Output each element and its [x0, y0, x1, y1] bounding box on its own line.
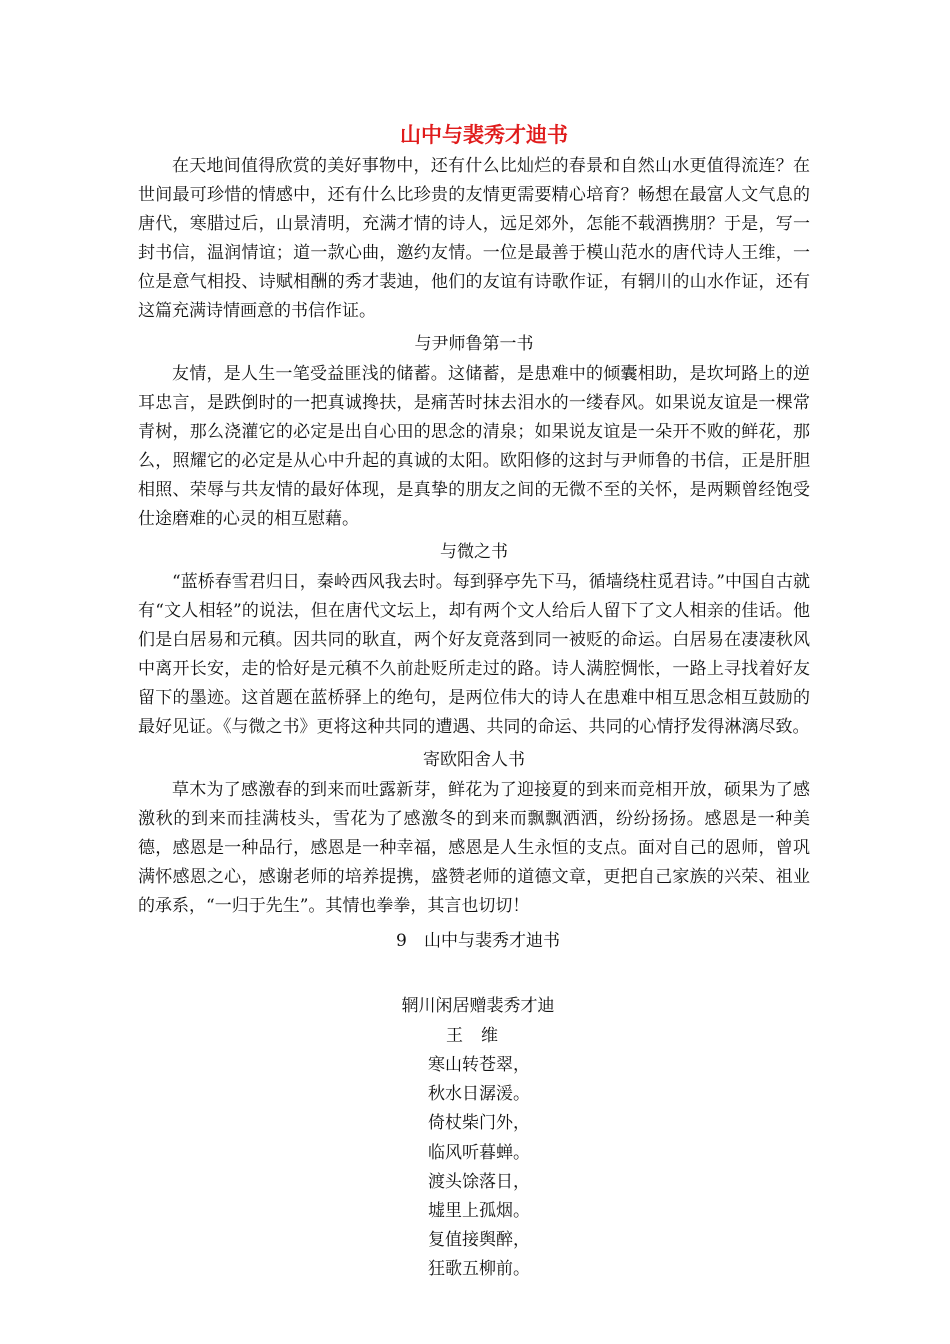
page-title: 山中与裴秀才迪书: [400, 122, 568, 147]
lesson-title: 山中与裴秀才迪书: [424, 931, 560, 951]
section-paragraph: 草木为了感激春的到来而吐露新芽，鲜花为了迎接夏的到来而竞相开放，硕果为了感激秋的到来而挂满枝头，雪花为了感激冬的到来而飘飘洒洒，纷纷扬扬。感恩是一种美德，感恩是一种品行，感恩是一种幸福，感恩是人生永恒的支点。面对自己的恩师，曾巩满怀感恩之心，感谢老师的培养提携，盛赞老师的道德文章，更把自己家族的兴荣、祖业的承系，“一归于先生”。其情也拳拳，其言也切切！: [138, 780, 810, 916]
poem: [138, 991, 810, 1285]
poem-line: 秋水日潺湲。: [428, 1084, 530, 1105]
section-heading: 与尹师鲁第一书: [414, 334, 534, 354]
section-paragraph: 友情，是人生一笔受益匪浅的储蓄。这储蓄，是患难中的倾囊相助，是坎坷路上的逆耳忠言，是跌倒时的一把真诚搀扶，是痛苦时抹去泪水的一缕春风。如果说友谊是一棵常青树，那么浇灌它的必定是出自心田的思念的清泉；如果说友谊是一朵开不败的鲜花，那么，照耀它的必定是从心中升起的真诚的太阳。欧阳修的这封与尹师鲁的书信，正是肝胆相照、荣辱与共友情的最好体现，是真挚的朋友之间的无微不至的关怀，是两颗曾经饱受仕途磨难的心灵的相互慰藉。: [138, 364, 810, 529]
lesson-heading: [396, 925, 810, 957]
poem-line: 渡头馀落日，: [428, 1171, 530, 1192]
poem-line: 倚杖柴门外，: [428, 1113, 530, 1134]
section-heading: 寄欧阳舍人书: [423, 750, 525, 770]
poem-line: 寒山转苍翠，: [428, 1055, 530, 1075]
poem-line: 复值接舆醉，: [428, 1230, 530, 1251]
poem-line: 临风听暮蝉。: [428, 1142, 530, 1163]
section-paragraph: “蓝桥春雪君归日，秦岭西风我去时。每到驿亭先下马，循墙绕柱觅君诗。”中国自古就有“文人相轻”的说法，但在唐代文坛上，却有两个文人给后人留下了文人相亲的佳话。他们是白居易和元稹。因共同的耿直，两个好友竟落到同一被贬的命运。白居易在凄凄秋风中离开长安，走的恰好是元稹不久前赴贬所走过的路。诗人满腔惆怅，一路上寻找着好友留下的墨迹。这首题在蓝桥驿上的绝句，是两位伟大的诗人在患难中相互思念相互鼓励的最好见证。《与微之书》更将这种共同的遭遇、共同的命运、共同的心情抒发得淋漓尽致。: [138, 572, 810, 737]
document-body: [138, 118, 810, 1285]
intro-paragraph: 在天地间值得欣赏的美好事物中，还有什么比灿烂的春景和自然山水更值得流连？在世间最可珍惜的情感中，还有什么比珍贵的友情更需要精心培育？畅想在最富人文气息的唐代，寒腊过后，山景清明，充满才情的诗人，远足郊外，怎能不载酒携朋？于是，写一封书信，温润情谊；道一款心曲，邀约友情。一位是最善于模山范水的唐代诗人王维，一位是意气相投、诗赋相酬的秀才裴迪，他们的友谊有诗歌作证，有辋川的山水作证，还有这篇充满诗情画意的书信作证。: [138, 156, 810, 321]
lesson-number: 9: [396, 931, 407, 951]
section-heading: 与微之书: [440, 542, 508, 562]
poem-author: 王维: [446, 1026, 516, 1046]
poem-line: 狂歌五柳前。: [428, 1259, 530, 1280]
poem-title: 辋川闲居赠裴秀才迪: [401, 996, 555, 1016]
poem-line: 墟里上孤烟。: [428, 1201, 530, 1222]
